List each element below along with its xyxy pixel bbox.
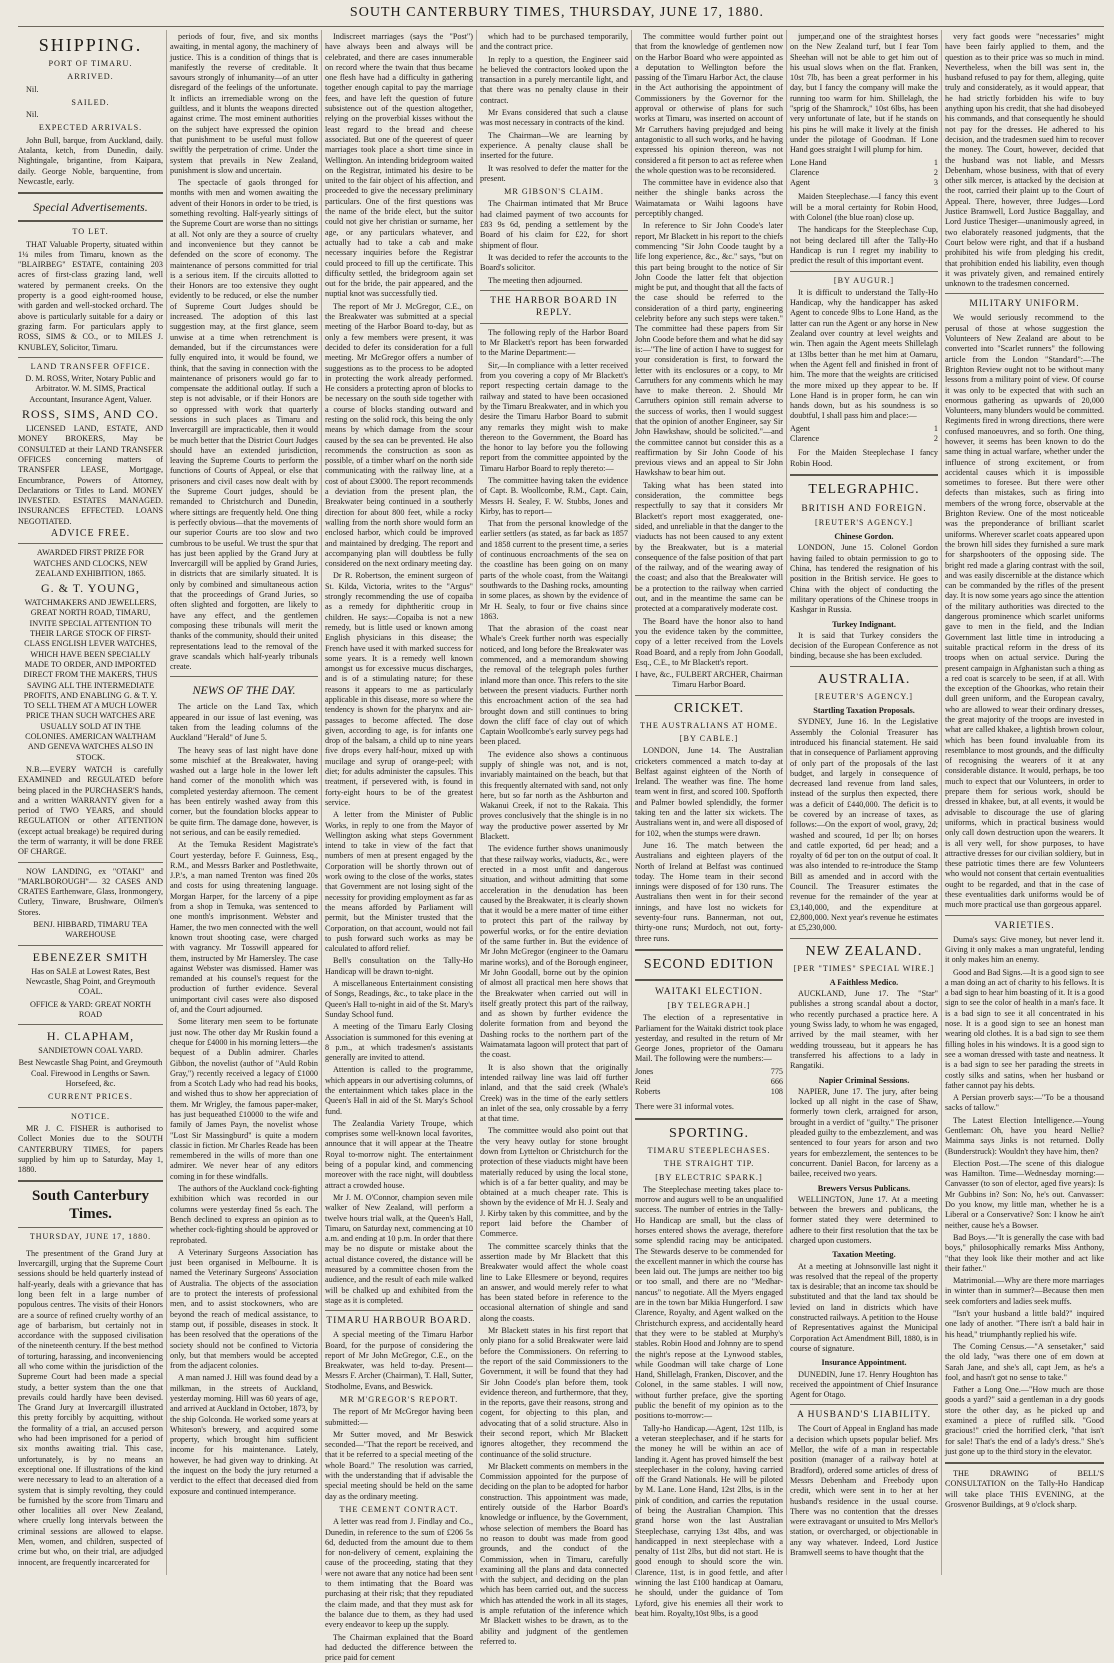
harbour-board-paragraph: Mr Evans considered that such a clause was most necessary in contracts of the kind. xyxy=(480,108,628,128)
subheading: MR GIBSON'S CLAIM. xyxy=(504,187,604,197)
nameplate-date: THURSDAY, JUNE 17, 1880. xyxy=(29,1232,152,1242)
augur-byline: [BY AUGUR.] xyxy=(833,275,895,285)
sporting-paragraph: The Steeplechase meeting takes place to-morrow and augurs well to be an unqualified success. The number of entries in the Tally-Ho Handicap are small, but the class of horses entered shows the average, therefore some splendid racing may be anticipated. The Stewards deserve to be commended for the excellent manner in which the course has been laid out. The jumps are neither too big or too small, and there are no "Medhar-nancus" to negotiate. All the Myers engaged are in the town bar Mikia Hungerford. I saw Clarence, Royalty, and Agent walked on the Christchurch express, and accidentally heard that they were to be stabled at Murphy's stables. Robin Hood and Johnny are to spend the night's repose at the Lynwood stables, while Goodman will take charge of Lone Hand, Shillelagh, Franken, Discover, and the Colonel, in the same stables. I will now, without further preface, give the sporting public the benefit of my opinion as to the positions to-morrow:— xyxy=(635,1184,783,1421)
news-paragraph: Mr J. M. O'Connor, champion seven mile walker of New Zealand, will perform a twelve hours trial walk, at the Queen's Hall, Timaru, on Saturday next, commencing at 10 a.m. and ending at 10 p.m. In order that there may be no dispute or mistake about the actual distance covered, the distance will be measured by a committee chosen from the audience, and the result of each mile walked will be chalked up and exhibited from the stage as it is completed. xyxy=(325,1192,474,1305)
variety-item: The Coming Census.—"A sensetaker," said the old lady, "was there one of em down at Sarah Jane, and she's all, capt Jem, as he's a fool, and hasn't got no sense to take." xyxy=(945,1341,1104,1382)
smith-text: Has on SALE at Lowest Rates, Best Newcastle, Shag Point, and Greymouth COAL. xyxy=(25,966,156,997)
column-2 xyxy=(170,32,318,1577)
awarded-text: AWARDED FIRST PRIZE FOR WATCHES AND CLOCKS, NEW ZEALAND EXHIBITION, 1865. xyxy=(33,548,148,578)
husband-text: very fact goods were "necessaries" might have been fairly applied to them, and the question as to their price was so much in mind. Nevertheless, when the bill was sent in, the husband refused to pay for them, alleging, quite truly and considerately, as it would appear, that he had strictly forbidden his wife to buy anything upon his credit, that she had disobeyed his commands, and that consequently he should not pay for the dresses. He adhered to his decision, and the tradesmen sued him to recover the money. The Court, however, decided that the husband was not liable, and Messrs Debenham, whose business, with that of every other silk mercer, is attacked by the decision at the root, carried their plaint up to the Court of Appeal. There, however, three Judges—Lord Justice Bramwell, Lord Justice Baggallay, and Lord Justice Thesiger—unanimously agreed, in two elaborately reasoned judgments, that the Court below were right, and that if a husband prohibited his wife from pledging his credit, that prohibition ended his liability, even though it was privately given, and remained entirely unknown to the tradesmen concerned. xyxy=(945,32,1104,289)
variety-item: The Latest Election Intelligence.—Young Gentleman: Oh, have you heard Nellie? Maimma says Jinks is not returned. Dolly (Bunderstruck): Wouldn't they have him, then? xyxy=(945,1115,1104,1156)
divider xyxy=(18,862,163,863)
tip-horse: Agent xyxy=(790,423,811,433)
newspaper-nameplate: South Canterbury Times. xyxy=(31,1188,150,1223)
reply-paragraph: Mr Blackett comments on members in the Commission appointed for the purpose of deciding on the plan to be adopted for harbor construction. This appointment was made, entirely outside of the Harbor Board's knowledge or influence, by the Government, whose selection of members the Board has no reason to doubt was made from good grounds, and the conduct of the Commission, when in Timaru, carefully examining all the plans and data connected with the subject, and deciding on the plan which has been carried out, and the success which has attended the work in all its stages, is ample refutation of the inference which Mr Blackett wishes to be drawn, as to the ability and judgment of the gentlemen referred to. xyxy=(480,1461,628,1646)
steeplechases-heading: TIMARU STEEPLECHASES. xyxy=(647,1145,771,1155)
insurance-text: DUNEDIN, June 17. Henry Houghton has received the appointment of Chief Insurance Agent for Otago. xyxy=(790,1369,938,1400)
harbor-reply-heading: THE HARBOR BOARD IN REPLY. xyxy=(490,295,618,318)
column-6 xyxy=(790,32,938,1577)
poll-row xyxy=(635,1087,783,1097)
otaki-text: NOW LANDING, ex "OTAKI" and "MARLBOROUGH"— 32 CASES AND CRATES Earthenware, Glass, Ironmongery, Cutlery, Tinware, Brushware, Oilmen's Stores. xyxy=(18,866,163,917)
news-of-the-day-heading: NEWS OF THE DAY. xyxy=(192,683,296,698)
reply-signature: I have, &c., FULBERT ARCHER, Chairman Timaru Harbor Board. xyxy=(635,670,783,690)
waitaki-text: The election of a representative in Parliament for the Waitaki district took place yesterday, and resulted in the return of Mr George Jones, proprietor of the Oamaru Mail. The following were the numbers:— xyxy=(635,1013,783,1064)
divider xyxy=(945,1462,1104,1464)
poll-results xyxy=(635,1067,783,1098)
harbour-board-paragraph: which had to be purchased temporarily, and the contract price. xyxy=(480,32,628,52)
harbour-board-paragraph: A special meeting of the Timaru Harbor Board, for the purpose of considering the report of Mr John McGregor, C.E., on the Breakwater, was held to-day. Present—Messrs F. Archer (Chairman), T. Hall, Sutter, Stodholme, Evans, and Beswick. xyxy=(325,1330,473,1391)
reply-paragraph: The evidence also shows a continuous supply of shingle was not, and is not, invariably maintained on the beach, but that this frequently alternated with sand, not only here, but so far north as the Ashburton and Wakanui Creek, if not to the Rakaia. This proves conclusively that the shingle is in no way the productive power asserted by Mr Blackett. xyxy=(480,749,628,842)
medico-text: AUCKLAND, June 17. The "Star" publishes a strong scandal about a doctor, who recently purchased a practice here. A young Swiss lady, to whom he was engaged, arrived by the mail steamer, with her wedding trousseau, but it appears he has transferred his affections to a lady in Rangatiki. xyxy=(790,989,938,1071)
variety-item: "Isn't your husband a little bald?" inquired one lady of another. "There isn't a bald hair in his head," triumphantly replied his wife. xyxy=(945,1309,1104,1339)
tip-horse: Clarence xyxy=(790,433,820,443)
clapham-text: Best Newcastle Shag Point, and Greymouth Coal. Firewood in Lengths or Sawn. Horsefeed, &c. xyxy=(18,1058,163,1089)
harbour-board-paragraph: A letter was read from J. Findlay and Co., Dunedin, in reference to the sum of £206 5s 6d, deducted from the amount due to them for non-delivery of cement, explaining the cause of the proceeding, stating that they were not aware that any notice had been sent to them intimating that the Board was purchasing at their risk; that they repudiated the claim made, and that they must ask for the balance due to them, as they had used every endeavor to keep up the supply. xyxy=(325,1517,473,1630)
new-zealand-heading: NEW ZEALAND. xyxy=(805,943,923,959)
news-paragraph: Bell's consultation on the Tally-Ho Handicap will be drawn to-night. xyxy=(325,956,473,976)
reply-paragraph: Sir,—In compliance with a letter received from you covering a copy of Mr Blackett's report respecting certain damage to the railway and stated to have been occasioned by the Timaru Breakwater, and in which you desire the Timaru Harbor Board to submit any remarks they might wish to make thereon to the Government, the Board has the honor to lay before you the following report from the committee appointed by the Timaru Harbor Board to reply thereto:— xyxy=(480,360,628,473)
tip-position: 1 xyxy=(933,423,938,433)
harbour-board-paragraph: The Chairman explained that the Board had deducted the difference between the price paid for cement xyxy=(325,1632,473,1663)
notice-text: MR J. C. FISHER is authorised to Collect Monies due to the SOUTH CANTERBURY TIMES, for papers supplied by him up to Saturday, May 1, 1880. xyxy=(18,1123,163,1175)
augur-paragraph: It is difficult to understand the Tally-Ho Handicap, why the handicapper has asked Agent to concede 9lbs to Lone Hand, as the latter can run the Agent or any horse in New Zealand over country at level weights and win. Then again the Agent meets Shillelagh at 13lbs better than he met him at Oamaru, when the Agent fell and finished in front of him. The more that the weights are criticised the more mixed up they appear to be. If Lone Hand is in proper form, he can win hands down, but as his soundness is so doubtful, I shall pass him and place:— xyxy=(790,287,938,421)
harbour-board-paragraph: The Chairman intimated that Mr Bruce had claimed payment of two accounts for £83 9s 6d, pending a settlement by the Board of his claim for £22, for short shipment of flour. xyxy=(480,199,628,250)
harbour-board-paragraph: Mr Sutter moved, and Mr Beswick seconded—"That the report be received, and that it be referred to a special meeting of the whole Board." The resolution was carried, with the understanding that if advisable the special meeting should be held on the same day as the ordinary meeting. xyxy=(325,1429,473,1501)
news-paragraph: The report of Mr J. McGregor, C.E., on the Breakwater was submitted at a special meeting of the Harbor Board to-day, but as only a few members were present, it was decided to defer its consideration for a full meeting. Mr McGregor offers a number of suggestions as to the process to be adopted in protecting the work already performed. He considers a protecting apron of blocks to be necessary on the south side together with a course of blocks standing outward and resting on the solid rock, this being the only means by which damage from the scour caused by the sea can be prevented. He also recommends the construction as soon as possible, of a timber wharf on the north side communicating with the railway line, at a cost of about £3000. The report recommends a deviation from the present plan, the Breakwater being continued in a southerly direction for about 800 feet, while a rocky walling from the north shore would form an enclosed harbor, which could be improved and maintained by dredging. The report and accompanying plan will doubtless be fully considered on the next ordinary meeting day. xyxy=(325,301,473,569)
insurance-heading: Insurance Appointment. xyxy=(821,1358,907,1368)
variety-item: A Persian proverb says:—"To be a thousand sacks of tallow." xyxy=(945,1093,1104,1113)
column-divider xyxy=(166,30,167,1575)
divider xyxy=(790,666,938,667)
ross-sims-text: LICENSED LAND, ESTATE, AND MONEY BROKERS, May be CONSULTED at their LAND TRANSFER OFFICES concerning matters of TRANSFER LEASE, Mortgage, Encumbrance, Powers of Attorney, Declarations or Titles to Land. MONEY INVESTED. ESTATES MANAGED. INSURANCES EFFECTED. LOANS NEGOTIATED. xyxy=(18,424,163,526)
reply-paragraph: Taking what has been stated into consideration, the committee begs respectfully to say that it considers Mr Blackett's report most exaggerated, one-sided, and unreliable in that the danger to the viaducts has not been caused to any extent by the Breakwater, but is a material consequence of the false position of that part of the railway, and of the wearing away of the coast; and also that the Breakwater will be a protection to the railway when carried out, and in the meantime the same can be protected at a comparatively moderate cost. xyxy=(635,480,783,614)
divider xyxy=(18,543,163,544)
divider xyxy=(18,1107,163,1108)
divider xyxy=(635,1118,783,1120)
divider xyxy=(18,945,163,946)
cricket-subheading: THE AUSTRALIANS AT HOME. xyxy=(639,720,779,730)
news-paragraph: The article on the Land Tax, which appeared in our issue of last evening, was taken from the leading columns of the Auckland "Herald" of June 5. xyxy=(170,702,318,743)
waitaki-byline: [BY TELEGRAPH.] xyxy=(667,1000,751,1010)
divider xyxy=(480,323,628,324)
divider xyxy=(18,1180,163,1182)
reply-paragraph: That the abrasion of the coast near Whale's Creek further north was especially noticed, and long before the Breakwater was commenced, and a memorandum showing the removal of the telegraph poles further inland more than once. This refers to the site between the present viaducts. Further north this encroachment action of the sea had brought down and still continues to bring down the cliff face of clay out of which Captain Woollcombe's early survey pegs had been placed. xyxy=(480,624,628,747)
cricket-heading: CRICKET. xyxy=(673,700,745,716)
sporting-paragraph: jumper,and one of the straightest horses on the New Zealand turf, but I fear Tom Sheehan will not be able to get him out of his usual slows when on the flat. Franken, 10st 7lb, has been a great performer in his day, but I fancy the company will make the running too warm for him. Shillelagh, the "sprig of the Shamrock," 10st 6lbs, has been very unfortunate of late, but if he stands on his pins he will make it lively at the finish under the pilotage of Goodman. If Lone Hand goes straight I will plump for him. xyxy=(790,32,938,155)
divider xyxy=(18,192,163,194)
variety-item: Election Post.—The scene of this dialogue was Hamilton. Time—Wednesday morning:—Canvasser (to son of elector, aged five years): Is Mr Gubbins in? Son: No, he's out. Canvasser: Do you know, my little man, whether he is a Liberal or a Conservative? Son: I know he ain't neither, cause he's a Bowser. xyxy=(945,1158,1104,1230)
tip-row xyxy=(790,434,938,444)
divider xyxy=(18,220,163,222)
expected-label: EXPECTED ARRIVALS. xyxy=(38,123,143,133)
editorial-text: The presentment of the Grand Jury at Invercargill, urging that the Supreme Court sessions should be held quarterly instead of half-yearly, deals with a grievance that has long been felt in a large number of populous centres. The visits of their Honors are a source of refined cruelty worthy of an age of barbarism, but certainly not in accordance with the supposed civilisation of the nineteenth century. If the best method of torturing, harassing, and inconveniencing all who come within the jurisdiction of the Supreme Court had been made a special study, a better system than the one that prevails could hardly have been devised. The Grand Jury at Invercargill illustrated this pretty forcibly by acquitting, without the formality of a trial, an accused person who had been imprisoned for a period of six months awaiting trial. This case, unfortunately, is by no means an exceptional one. If illustrations of the kind were necessary to lead to an alteration of a system that is simply revolting, they could be furnished by the score from Timaru and other localities all over New Zealand, where cruelly long intervals between the criminal sessions are allowed to elapse. Men, women, and children, suspected of crime but who, on their trial, are adjudged innocent, are frequently incarcerated for xyxy=(18,1248,163,1567)
variety-item: Good and Bad Signs.—It is a good sign to see a man doing an act of charity to his fellows. It is a bad sign to hear him boasting of it. It is a good sign to see the color of health in a man's face. It is a bad sign to see it all concentrated in his nose. It is a good sign to see an honest man wearing old clothes. It is a bad sign to see them filling holes in his windows. It is a good sign to see a woman dressed with taste and neatness. It is a bad sign to see her parading the streets in costly silks and satins, when her husband or father cannot pay his debts. xyxy=(945,967,1105,1090)
sailed-label: SAILED. xyxy=(71,97,110,107)
husband-text: The Court of Appeal in England has made a decision which upsets popular belief. Mrs Mellor, the wife of a man in respectable position (manager of a railway hotel at Bradford), ordered some articles of dress of Messrs Debenham and Freebody upon credit, which were sent in to her at her husband's residence in the usual course. There was no contention that the dresses were extravagant or unsuited to Mrs Mellor's station, or overcharged, or objectionable in any way whatever. Indeed, Lord Justice Bramwell seems to have thought that the xyxy=(790,1424,938,1557)
tip-row xyxy=(790,424,938,434)
divider xyxy=(635,979,783,981)
variety-item: Duma's says: Give money, but never lend it. Giving it only makes a man ungrateful, lending it only makes him an enemy. xyxy=(945,934,1104,965)
smith-office: OFFICE & YARD: GREAT NORTH ROAD xyxy=(30,999,151,1019)
shipping-heading: SHIPPING. xyxy=(38,35,143,55)
husband-heading: A HUSBAND'S LIABILITY. xyxy=(796,1410,932,1421)
reply-paragraph: The committee having taken the evidence of Capt. B. Woollcombe, R.M., Capt. Cain, Messrs H. Sealey, F. W. Stubbs, Jones and Kirby, has to report— xyxy=(480,475,628,516)
tip-position: 2 xyxy=(933,167,938,177)
candidate-name: Jones xyxy=(635,1066,654,1076)
sporting-heading: SPORTING. xyxy=(668,1125,750,1141)
news-paragraph: Indiscreet marriages (says the "Post") have always been and always will be celebrated, and there are cases innumerable on record where the twain that thus became one flesh have had a difficulty in gathering together enough capital to pay the marriage fees, and have left the question of future subsistence out of the question altogether, relying on the proverbial kisses without the least regard to the bread and cheese associated. But one of the queerest of queer marriages took place a short time since in Wellington. An intending bridegroom waited on the Registrar, intimated his desire to be united to the fair object of his affection, and proceeded to give the necessary preliminary particulars. One of the first questions was the name of the bride elect, but the suitor could not give her christian or surname, her age, or any particulars whatever, and actually had to take a cab and make necessary inquiries before the Registrar could proceed to fill up the certificate. This difficulty settled, the bridegroom again set out for the bride, the pair appeared, and the nuptial knot was successfully tied. xyxy=(325,32,473,299)
young-nb: N.B.—EVERY WATCH is carefully EXAMINED and REGULATED before being placed in the PURCHASER'S hands, and a written WARRANTY given for a period of TWO YEARS, and should REGULATION or other ATTENTION (except actual breakage) be required during the term of warranty, it will be done FREE OF CHARGE. xyxy=(18,764,163,857)
napier-heading: Napier Criminal Sessions. xyxy=(818,1075,910,1085)
news-paragraph: At the Temuka Resident Magistrate's Court yesterday, before F. Guinness, Esq., R.M., and Messrs Barker and Postlethwaite, J.P.'s, a man named Trenton was fined 20s and costs for using threatening language. Morgan Harper, for the larceny of a pipe from a shop in Temuka, was sentenced to one month's imprisonment. Webster and Hamer, the two men connected with the well known trout shooting case, were charged with vagrancy. Mr Tosswill appeared for them, instructed by Mr Hamersley. The case against Webster was dismissed. Hamer was remanded at his counsel's request for the production of further evidence. Several unimportant civil cases were also disposed of, and the Court adjourned. xyxy=(170,840,318,1015)
current-prices: CURRENT PRICES. xyxy=(48,1092,133,1102)
harbour-board-paragraph: It was decided to refer the accounts to the Board's solicitor. xyxy=(480,252,628,273)
news-paragraph: The heavy seas of last night have done some mischief at the Breakwater, having washed out a large hole in the lower left hand corner of the monolith which was completed yesterday afternoon. The cement has been entirely washed away from this corner, but the foundation blocks appear to be quite firm. The damage done, however, is not serious, and can be easily remedied. xyxy=(170,745,318,837)
waitaki-heading: WAITAKI ELECTION. xyxy=(654,986,764,997)
ross-sims-heading: ROSS, SIMS, AND CO. xyxy=(21,407,160,422)
tip-row xyxy=(790,158,938,168)
telegraphic-heading: TELEGRAPHIC. xyxy=(808,481,920,497)
british-foreign-heading: BRITISH AND FOREIGN. xyxy=(801,503,927,514)
australia-heading: AUSTRALIA. xyxy=(817,671,911,687)
column-3 xyxy=(325,32,474,1663)
smith-heading: EBENEZER SMITH xyxy=(32,949,149,964)
tip-list xyxy=(790,158,938,189)
clapham-heading: H. CLAPHAM, xyxy=(46,1029,135,1044)
second-edition-heading: SECOND EDITION xyxy=(643,956,775,972)
news-paragraph: Attention is called to the programme, which appears in our advertising columns, of the entertainment which takes place in the Queen's Hall in aid of the St. Mary's School fund. xyxy=(325,1065,473,1116)
straight-tip-heading: THE STRAIGHT TIP. xyxy=(663,1159,755,1169)
turkey-text: It is said that Turkey considers the decision of the European Conference as not binding, because she has been excluded. xyxy=(790,630,938,661)
tip-horse: Agent xyxy=(790,178,811,188)
reply-paragraph: The committee would also point out that the very heavy outlay for stone brought down from Lyttelton or Christchurch for the protection of these viaducts might have been materially reduced by using the local stone, which is of a far better quality, and may be obtained at a much cheaper rate. This is shown by the evidence of Mr H. J. Sealy and J. Kirby taken by this committee, and by the report laid before the Chamber of Commerce. xyxy=(480,1126,628,1239)
divider xyxy=(18,357,163,358)
masthead-rule xyxy=(18,26,1104,27)
tax-heading: Startling Taxation Proposals. xyxy=(813,706,915,716)
taxation-text: At a meeting at Johnsonville last night it was resolved that the repeal of the property tax is desirable; that an income tax should be substituted and that the land tax should be levied on land in districts which have constructed railways. A petition to the House of Representatives against the Municipal Corporation Act Amendment Bill, 1880, is in course of signature. xyxy=(790,1261,938,1353)
clapham-sub: SANDIETOWN COAL YARD. xyxy=(38,1046,143,1056)
special-ads-heading: Special Advertisements. xyxy=(33,200,148,215)
bells-consultation-notice: THE DRAWING of BELL'S CONSULTATION on the Tally-Ho Handicap will take place THIS EVENING, at the Grosvenor Buildings, at 9 o'clock sharp. xyxy=(945,1469,1104,1510)
editorial-paragraph: periods of four, five, and six months awaiting, in mental agony, the machinery of justice. This is a condition of things that is manifestly the reverse of creditable. It savours strongly of inhumanity—of an utter disregard of the feelings of the unfortunate. It inflicts an irremediable wrong on the guiltless, and it blunts the weapons directed against crime. The most eminent authorities on the subject have expressed the opinion that punishment to be useful must follow swiftly the perpetration of crime. Under the system that prevails in New Zealand, punishment is slow and uncertain. xyxy=(170,32,318,175)
editorial-paragraph: The spectacle of gaols thronged for months with men and women awaiting the advent of their Honors in order to be tried, is something revolting. Half-yearly sittings of the Supreme Court are worse than no sittings at all. Not only are they a source of cruelty and inconvenience but they cannot be defended on the score of economy. The maintenance of persons committed for trial is a serious item. If the circuits allotted to their Honors are too extensive they ought evidently to be reduced, or else the number of Supreme Court Judges should be increased. The adoption of this last suggestion may, at the first glance, seem unwise at a time when retrenchment is demanded, but if the circumstances were fully enquired into, it would be found, we think, that the saving in connection with the maintenance of prisoners would go far to compensate the additional outlay. If such a step is not advisable, or if their Honors are so oppressed with work that quarterly sessions in such places as Timaru and Invercargill are impracticable, then it would be much better that the District Court Judges should have an extended jurisdiction, leaving the Supreme Courts to perform the functions of Courts of Appeal, or else that prisoners and civil cases now dealt with by the Supreme Court judges, should be remanded to Christchurch and Dunedin, where sittings are frequently held. One thing is perfectly obvious—that the movements of our superior Courts are too slow and two cumbrous to be useful. We trust the spur that has just been applied by the Grand Jury at Invercargill will be applied by Grand Juries, in districts that are similarly situated. It is only by combined and simultaneous action that the proceedings of Grand Juries, so often slighted and forgotten, are likely to have any effect, and the gentlemen composing these tribunals will merit the thanks of the community, should their united representations lead to the removal of the grave scandals which half-yearly tribunals create. xyxy=(170,178,318,672)
reply-paragraph: It is also shown that the originally intended railway line was laid off further inland, and that the said creek (Whale's Creek) was in the time of the early settlers an inlet of the sea, only crossable by a ferry at that time. xyxy=(480,1062,628,1124)
to-let-heading: TO LET. xyxy=(72,227,109,237)
news-paragraph: The Zealandia Variety Troupe, which comprises some well-known local favorites, announce that it will appear at the Theatre Royal to-morrow night. The entertainment being of a popular kind, and commencing moreover with the race night, will doubtless attract a crowded house. xyxy=(325,1118,473,1190)
divider xyxy=(945,915,1104,916)
divider xyxy=(635,695,783,696)
cricket-paragraph: June 16. The match between the Australians and eighteen players of the North of Ireland at Belfast was continued today. The Home team in their second innings were disposed of for 130 runs. The Australians then went in for their second innings, and have lost no wickets for seventy-four runs. Bannerman, not out, thirty-one runs; Murdoch, not out, forty-three runs. xyxy=(635,840,783,943)
cricket-byline: [BY CABLE.] xyxy=(679,734,739,743)
reply-paragraph: Mr Blackett states in his first report that only piano for a solid Breakwater were laid before the Commissioners. On referring to the report of the said Commissioners to the Government, it will be found that they had Sir John Coode's plan before them, took evidence thereon, and furthermore, that they, in the reports, gave their reasons, strong and cogent, for objecting to this plan, and advocating that of a solid structure. Also in their second report, which Mr Blackett ignores altogether, they recommend the continuance of the solid structure. xyxy=(480,1326,628,1459)
military-heading: MILITARY UNIFORM. xyxy=(969,299,1080,310)
poll-row xyxy=(635,1077,783,1087)
sporting-paragraph: The handicaps for the Steeplechase Cup, not being declared till after the Tally-Ho Handicap is run I regret my inability to predict the result of this important event. xyxy=(790,225,938,266)
column-divider xyxy=(321,30,322,1575)
variety-item: Father a Long One.—"How much are those goods a yard?" said a gentleman in a dry goods store the other day, as he picked up and examined a piece of ruffled silk. "Good gracious!" cried the horrified clerk, "that isn't for sale! That's the end of a lady's dress." She's just gone up to the third story in the elevator. xyxy=(945,1385,1104,1456)
nz-byline: [PER "TIMES" SPECIAL WIRE.] xyxy=(793,963,935,973)
port-heading: PORT OF TIMARU. xyxy=(48,59,133,68)
divider xyxy=(325,1310,473,1311)
harbour-board-heading: TIMARU HARBOUR BOARD. xyxy=(326,1316,472,1327)
military-text: We would seriously recommend to the perusal of those at whose suggestion the Volunteers of New Zealand are about to be converted into "Scarlet runners" the following article from the London "Standard":—The Brighton Review ought not to be without many lessons from a military point of view. Of course it was only to be expected that with such an enormous gathering as upwards of 20,000 Volunteers, many blunders would be committed. Regiments fired in wrong directions, there were confused manoeuvres, and so forth. One thing, however, it seems has been known to do the same thing in actual warfare, whether under the influence of strong excitement, or from accidental causes which it is impossible sometimes to foresee. But there were other defects than mistakes, such as firing into members of the wrong force, observable at the Brighton Review. One of the most noticeable was the preponderance of brilliant scarlet uniforms. Wherever scarlet coats appeared upon the brown hill sides they furnished a sure mark for sharpshooters of the opposing side. The bright red made a glaring contrast with the soil, and was easily discernible at the distance which can be commanded by the rifles of the present day. It is now some years ago since the attention of the military authorities was directed to the dangerous prominence which scarlet uniforms gave to men in the field, and the Indian Government last little time in introducing a suitable practical reform in the dress of its troops when on actual service. During the present campaign in Afghanistan such a thing as a red coat is scarcely to be seen, if at all. With the exception of the Ghoorkas, who retain their dull green uniform, and the European cavalry, who are allowed to wear their ordinary dresses, the great majority of the troops are invested in what are called khakee, a lightish brown colour, which has been found invaluable from its resemblance to most grounds, and the difficulty of recognising the wearers of it at any considerable distance. It would, perhaps, be too much to expect that our Volunteers, in order to prepare them for serious work, should be dressed in khakee, but, at all events, it would be advisable to discourage the use of glaring uniforms, which in practical business would only call down destruction upon the wearers. It is all very well, for show purposes, to have attractive dresses for our civilian soldiery, but in these patriotic times there are few Volunteers who would not consent that certain eventualities ought to be regarded, and that in the case of these eventualities dark uniforms would be of much more practical use than gorgeous apparel. xyxy=(945,313,1104,910)
tip-list xyxy=(790,424,938,445)
sporting-paragraph: Tally-ho Handicap.—Agent, 12st 11lb, is a veteran steeplechaser, and if he starts for the money he will be within an ace of landing it. Agent has proved himself the best steeplechaser in the colony, having carried off the Grand Nationals. He will be piloted by M. Lane. Lone Hand, 12st 2lbs, is in the pink of condition, and carries the reputation of being the Australian Champion. This grand horse won the last Australian Steeplechase, carrying 13st 4lbs, and was handicapped in next steeplechase with a penalty of 11st 2lbs, but did not start. He is good enough to should score the win. Clarence, 11st, is in good fettle, and after winning the last £100 handicap at Oamaru, he should, under the guidance of Tom Lyford, give his enemies all their work to beat him. Royalty,10st 9lbs, is a good xyxy=(635,1423,783,1618)
reply-paragraph: The committee would further point out that from the knowledge of gentlemen now on the Harbor Board who were appointed as a deputation to Wellington before the passing of the Timaru Harbor Act, the clause in the Act authorising the appointment of Commissioners by the Governor for the approval or otherwise of plans for such works at Timaru, was inserted on account of Mr Carruthers having prejudged and being antagonistic to all such works, and he having expressed his opinion thereon, was not considered a fit person to act as referee when the whole question was to be reconsidered. xyxy=(635,32,783,175)
candidate-name: Reid xyxy=(635,1077,651,1087)
reply-paragraph: The evidence further shows unanimously that these railway works, viaducts, &c., were erected in a most unfit and dangerous situation, and without admitting that some acceleration in the denudation has been caused by the Breakwater, it is clearly shown that it would be a mere matter of time either to protect this part of the railway by powerful works, or for the entire deviation of the same further in. But the evidence of Mr John McGregor (engineer to the Oamaru marine works), and of the Borough engineer, Mr John Goodall, borne out by the opinion of almost all practical men here shows that the Breakwater when carried out will in itself greatly protect this part of the railway, and as shown by further evidence the dolerite formation from and beyond the Dashing rocks to the northern part of the Waimatamata lagoon will protect that part of the coast. xyxy=(480,844,628,1060)
divider xyxy=(945,293,1104,294)
column-7 xyxy=(945,32,1104,1577)
divider xyxy=(790,474,938,476)
news-paragraph: The authors of the Auckland cock-fighting exhibition which was recorded in our columns were yesterday fined 5s each. The Bench declined to express an opinion as to whether cock-fighting should be approved or reprobated. xyxy=(170,1184,318,1245)
harbour-board-paragraph: The Chairman—We are learning by experience. A penalty clause shall be inserted for the future. xyxy=(480,130,628,161)
reuters-byline: [REUTER'S AGENCY.] xyxy=(814,517,914,527)
arrived-label: ARRIVED. xyxy=(67,72,114,82)
candidate-name: Roberts xyxy=(635,1087,661,1097)
gordon-text: LONDON, June 15. Colonel Gordon having failed to obtain permission to go to China, has tendered the resignation of his position in the British service. He goes to China with the object of conducting the military operations of the Chinese troops in Kashgar in Russia. xyxy=(790,543,938,615)
taxation-heading: Taxation Meeting. xyxy=(832,1250,896,1260)
reply-paragraph: That from the personal knowledge of the earlier settlers (as stated, as far back as 1857 and 1858 current to the present time, a series of continuous encroachments of the sea on the coastline has been going on on many parts of the whole coast, from the Waitangi southwards to the Dashing rocks, amounting in some places, as shown by the evidence of Mr H. Sealy, to four or five chains since 1863. xyxy=(480,519,628,621)
young-text: WATCHMAKERS AND JEWELLERS, GREAT NORTH ROAD, TIMARU, INVITE SPECIAL ATTENTION TO THEIR LARGE STOCK OF FIRST-CLASS ENGLISH LEVER WATCHES, WHICH HAVE BEEN SPECIALLY MADE TO ORDER, AND IMPORTED DIRECT FROM THE MAKERS, THUS SAVING ALL THE INTERMEDIATE PROFITS, AND ENABLING G. & T. Y. TO SELL THEM AT A MUCH LOWER PRICE THAN SUCH WATCHES ARE USUALLY SOLD AT IN THE COLONIES. AMERICAN WALTHAM AND GENEVA WATCHES ALSO IN STOCK. xyxy=(23,598,158,762)
masthead: SOUTH CANTERBURY TIMES, THURSDAY, JUNE 17, 1880. xyxy=(349,5,765,20)
tip-position: 2 xyxy=(933,433,938,443)
divider xyxy=(790,271,938,272)
harbour-board-paragraph: In reply to a question, the Engineer said he believed the contractors looked upon the transaction in a purely mercantile light, and that there was no penalty clause in their contract. xyxy=(480,54,628,105)
arrived-value: Nil. xyxy=(26,84,39,94)
tip-position: 1 xyxy=(933,157,938,167)
tax-text: SYDNEY, June 16. In the Legislative Assembly the Colonial Treasurer has introduced his financial statement. He said that in consequence of Parliament approving of only part of the proposals of the last budget, and largely in consequence of decreased land revenue from land sales, instead of the surplus then expected, there was a deficit of £440,000. The deficit is to be covered by an increase of taxes, as follows:—On the export of wool, gravy, 2d; washed and scoured, 1d per lb; on horses and cattle exported, 6d per head; and a royalty of 6d per ton on the output of coal. It was also intended to re-introduce the Stamp Bill as amended and in accord with the Council. The Treasurer estimates the revenue for the remainder of the year at £3,140,000, and the expenditure at £2,800,000. Next year's revenue he estimates at £5,230,000. xyxy=(790,717,938,933)
reply-paragraph: The committee scarcely thinks that the assertion made by Mr Blackett that this Breakwater would affect the whole coast line to Lake Ellesmere or beyond, requires an answer, and would merely refer to what has been stated before in reference to the occasional alternation of shingle and sand along the coasts. xyxy=(480,1241,628,1323)
tip-horse: Clarence xyxy=(790,167,820,177)
reply-paragraph: The Board have the honor also to hand you the evidence taken by the committee, copy of a letter received from the Lovels Road Board, and a reply from John Goodall, Esq., C.E., to Mr Blackett's report. xyxy=(635,616,783,667)
sporting-paragraph: Maiden Steeplechase.—I fancy this event will be a moral certainty for Robin Hood, with Colonel (the blue roan) close up. xyxy=(790,192,938,223)
advice-free: ADVICE FREE. xyxy=(50,527,131,539)
news-paragraph: Some literary men seem to be fortunate just now. The other day Mr Ruskin found a cheque for £4000 in his morning letters—the bequest of a Dublin admirer. Charles Gibbon, the novelist (author of "Auld Robin Gray,") recently received a legacy of £1000 from a Scotch Lady who had read his books, and wished thus to show her appreciation of them. Mr Wrigley, the famous paper-maker, has just bequeathed £10000 to the wife and family of James Payn, the novelist whose "Lost Sir Massingburd" is quite a modern classic in fiction. Mr Charles Reade has been remembered in the wills of more than one admirer. We never hear of any editors coming in for these windfalls. xyxy=(170,1017,318,1181)
maiden-tip: For the Maiden Steeplechase I fancy Robin Hood. xyxy=(790,448,938,468)
tip-horse: Lone Hand xyxy=(790,157,827,167)
sailed-value: Nil. xyxy=(26,110,39,120)
column-1 xyxy=(18,32,163,1577)
candidate-votes: 775 xyxy=(770,1066,783,1076)
reply-paragraph: In reference to Sir John Coode's later report, Mr Blackett in his report to the chiefs commencing "Sir John Coode taught by a life long experience, &c., &c." says, "but on this part being brought to the notice of Sir John Coode the latter felt that objection might be put, and thought that all the facts of the case should be referred to the consideration of a third party, engineering celebrity before any such steps were taken." The committee had these papers from Sir John Coode before them and what he did say is:—"The line of action I have to suggest for your consideration is first, to forward the letter with its enclosures or a copy, to Mr Carruthers for any comments which he may have to make thereon. 2. Should Mr Carruthers opinion still remain adverse to the success of works, then I would suggest that the opinion of another Engineer, say Sir John Hawkshaw, should be solicited."—and the committee cannot but consider this as a reaffirmation by Sir John Coode of his previous views and an appeal to Sir John Hawkshaw to bear him out. xyxy=(635,221,783,478)
divider xyxy=(480,290,628,291)
divider xyxy=(170,676,318,677)
variety-item: Matrimonial.—Why are there more marriages in winter than in summer?—Because then men seek comforters and ladies seek muffs. xyxy=(945,1276,1104,1306)
varieties-heading: VARIETIES. xyxy=(994,920,1055,931)
subheading: MR M'GREGOR'S REPORT. xyxy=(339,1395,459,1404)
divider xyxy=(790,1404,938,1405)
divider xyxy=(18,1024,163,1025)
harbour-board-paragraph: It was resolved to defer the matter for the present. xyxy=(480,163,628,183)
turkey-heading: Turkey Indignant. xyxy=(832,619,896,629)
news-paragraph: A miscellaneous Entertainment consisting of Songs, Readings, &c., to take place in the Queen's Hall to-night in aid of the St. Mary's Sunday School fund. xyxy=(325,979,473,1019)
land-transfer-names: D. M. ROSS, Writer, Notary Public and Arbitrator. W. M. SIMS, Practical Accountant, Insurance Agent, Valuer. xyxy=(25,374,156,404)
poll-informal: There were 31 informal votes. xyxy=(635,1101,734,1111)
harbour-board-paragraph: The report of Mr McGregor having been submitted:— xyxy=(325,1407,473,1427)
news-paragraph: A man named J. Hill was found dead by a milkman, in the streets of Auckland, yesterday morning. Hill was 60 years of age, and arrived at Auckland in October, 1873, by the ship Golconda. He worked some years at Whiteson's brewery, and acquired some property, which brought him sufficient income for his maintenance. Lately, however, he had given way to drinking. At the inquest on the body the jury returned a verdict to the effect that deceased died from exposure and continued intemperance. xyxy=(170,1373,318,1496)
to-let-text: THAT Valuable Property, situated within 1¼ miles from Timaru, known as the "BLAIRBEG" ESTATE, containing 203 acres of first-class grazing land, well watered by permanent creeks. On the property is a good eight-roomed house, with garden and well-stocked orchard. The above is particularly suitable for a dairy or grazing farm. For particulars apply to ROSS, SIMS & CO., or to MILES J. KNUBLEY, Solicitor, Timaru. xyxy=(18,239,163,352)
land-transfer-heading: LAND TRANSFER OFFICE. xyxy=(30,361,151,371)
divider xyxy=(18,1227,163,1228)
column-4 xyxy=(480,32,628,1646)
brewers-text: WELLINGTON, June 17. At a meeting between the brewers and publicans, the former stated they were determined to adhere to their first resolution that the tax be charged upon customers. xyxy=(790,1194,938,1245)
candidate-votes: 108 xyxy=(770,1087,783,1097)
tip-position: 3 xyxy=(933,178,938,188)
subheading: THE CEMENT CONTRACT. xyxy=(339,1504,459,1514)
variety-item: Bad Boys.—"It is generally the case with bad boys," philosophically remarks Miss Anthony, "that they look like their mother and act like their father." xyxy=(945,1232,1104,1273)
tip-row xyxy=(790,168,938,178)
cricket-paragraph: LONDON, June 14. The Australian cricketers commenced a match to-day at Belfast against eighteen of the North of Ireland. The weather was fine. The home team went in first, and scored 100. Spofforth and Palmer bowled splendidly, the former taking ten and the latter six wickets. The Australians went in, and were all disposed of for 102, when the stumps were drawn. xyxy=(635,746,783,838)
napier-text: NAPIER, June 17. The jury, after being locked up all night in the case of Shaw, formerly town clerk, arraigned for arson, brought in a verdict of "guilty." The prisoner pleaded guilty to the embezzlement, and was sentenced to four years for arson and two years for embezzlement, the sentences to be concurrent. Daniel Bacon, for larceny as a bailee, received two years. xyxy=(790,1086,938,1179)
otaki-signature: BENJ. HIBBARD, TIMARU TEA WAREHOUSE xyxy=(33,920,148,940)
young-heading: G. & T. YOUNG, xyxy=(40,581,141,596)
expected-text: John Bull, barque, from Auckland, daily. Atalanta, ketch, from Dunedin, daily. Nightingale, brigantine, from Kaipara, daily. George Noble, barquentine, from Newcastle, early. xyxy=(18,135,163,186)
news-paragraph: A Veterinary Surgeons Association has just been organised in Melbourne. It is named the Veterinary Surgeons' Association of Australia. The objects of the association are to protect the interests of professional men, and to assist stockowners, who are beyond the reach of medical assistance, to stamp out, if possible, diseases in stock. It has been resolved that the operations of the society should not be confined to Victoria only, but that members would be accepted from the adjacent colonies. xyxy=(170,1247,318,1371)
brewers-heading: Brewers Versus Publicans. xyxy=(817,1183,911,1193)
divider xyxy=(790,938,938,939)
column-divider xyxy=(631,30,632,1575)
candidate-votes: 666 xyxy=(770,1077,783,1087)
column-divider xyxy=(476,30,477,1575)
column-divider xyxy=(941,30,942,1575)
tip-row xyxy=(790,178,938,188)
news-paragraph: A meeting of the Timaru Early Closing Association is summoned for this evening at 8 p.m., at which tradesmen's assistants generally are invited to attend. xyxy=(325,1022,473,1063)
reply-paragraph: The committee have in evidence also that neither the shingle banks across the Waimatamata or Waihi lagoons have perceptibly changed. xyxy=(635,178,783,219)
column-5 xyxy=(635,32,783,1618)
sporting-byline: [BY ELECTRIC SPARK.] xyxy=(655,1172,763,1182)
column-divider xyxy=(786,30,787,1575)
poll-row xyxy=(635,1067,783,1077)
divider xyxy=(635,949,783,951)
reply-paragraph: The following reply of the Harbor Board to Mr Blackett's report has been forwarded to the Marine Department:— xyxy=(480,327,628,358)
harbour-board-paragraph: The meeting then adjourned. xyxy=(488,275,583,285)
notice-heading: NOTICE. xyxy=(70,1111,111,1121)
news-paragraph: A letter from the Minister of Public Works, in reply to one from the Mayor of Wellington asking what steps Government intend to take in view of the fact that numbers of men at present engaged by the Corporation will be shortly thrown out of work owing to the close of the works, states that Government are not losing sight of the necessity for providing employment as far as the means afforded by Parliament will permit, but the Minister trusted that the Corporation, on that account, would not fail to push forward such works as may be calculated to afford relief. xyxy=(325,810,473,954)
gordon-heading: Chinese Gordon. xyxy=(834,532,894,542)
medico-heading: A Faithless Medico. xyxy=(829,977,899,987)
reuters-byline: [REUTER'S AGENCY.] xyxy=(814,691,914,701)
news-paragraph: Dr R. Robertson, the eminent surgeon of St. Kilda, Victoria, writes to the "Argus" strongly recommending the use of copaiba as a remedy for diphtheritic croup in children. He says:—Copaiba is not a new remedy, but is little used or known among English physicians in this disease; the French have used it with marked success for some years. It is a remedy well known amongst us for excessive mucus discharges, and is of a stimulating nature; for these reasons it appears to me as particularly applicable in this disease, more so where the tendency is shown for the pharynx and air-passages to become affected. The dose given, according to age, is for infants one drop of the balsam, a child up to nine years five drops every half-hour, mixed up with mucilage and syrup of orange-peel; with diet; for adults administer the capsules. This treatment, if persevered with, is found in forty-eight hours to be of the greatest service. xyxy=(325,571,473,807)
